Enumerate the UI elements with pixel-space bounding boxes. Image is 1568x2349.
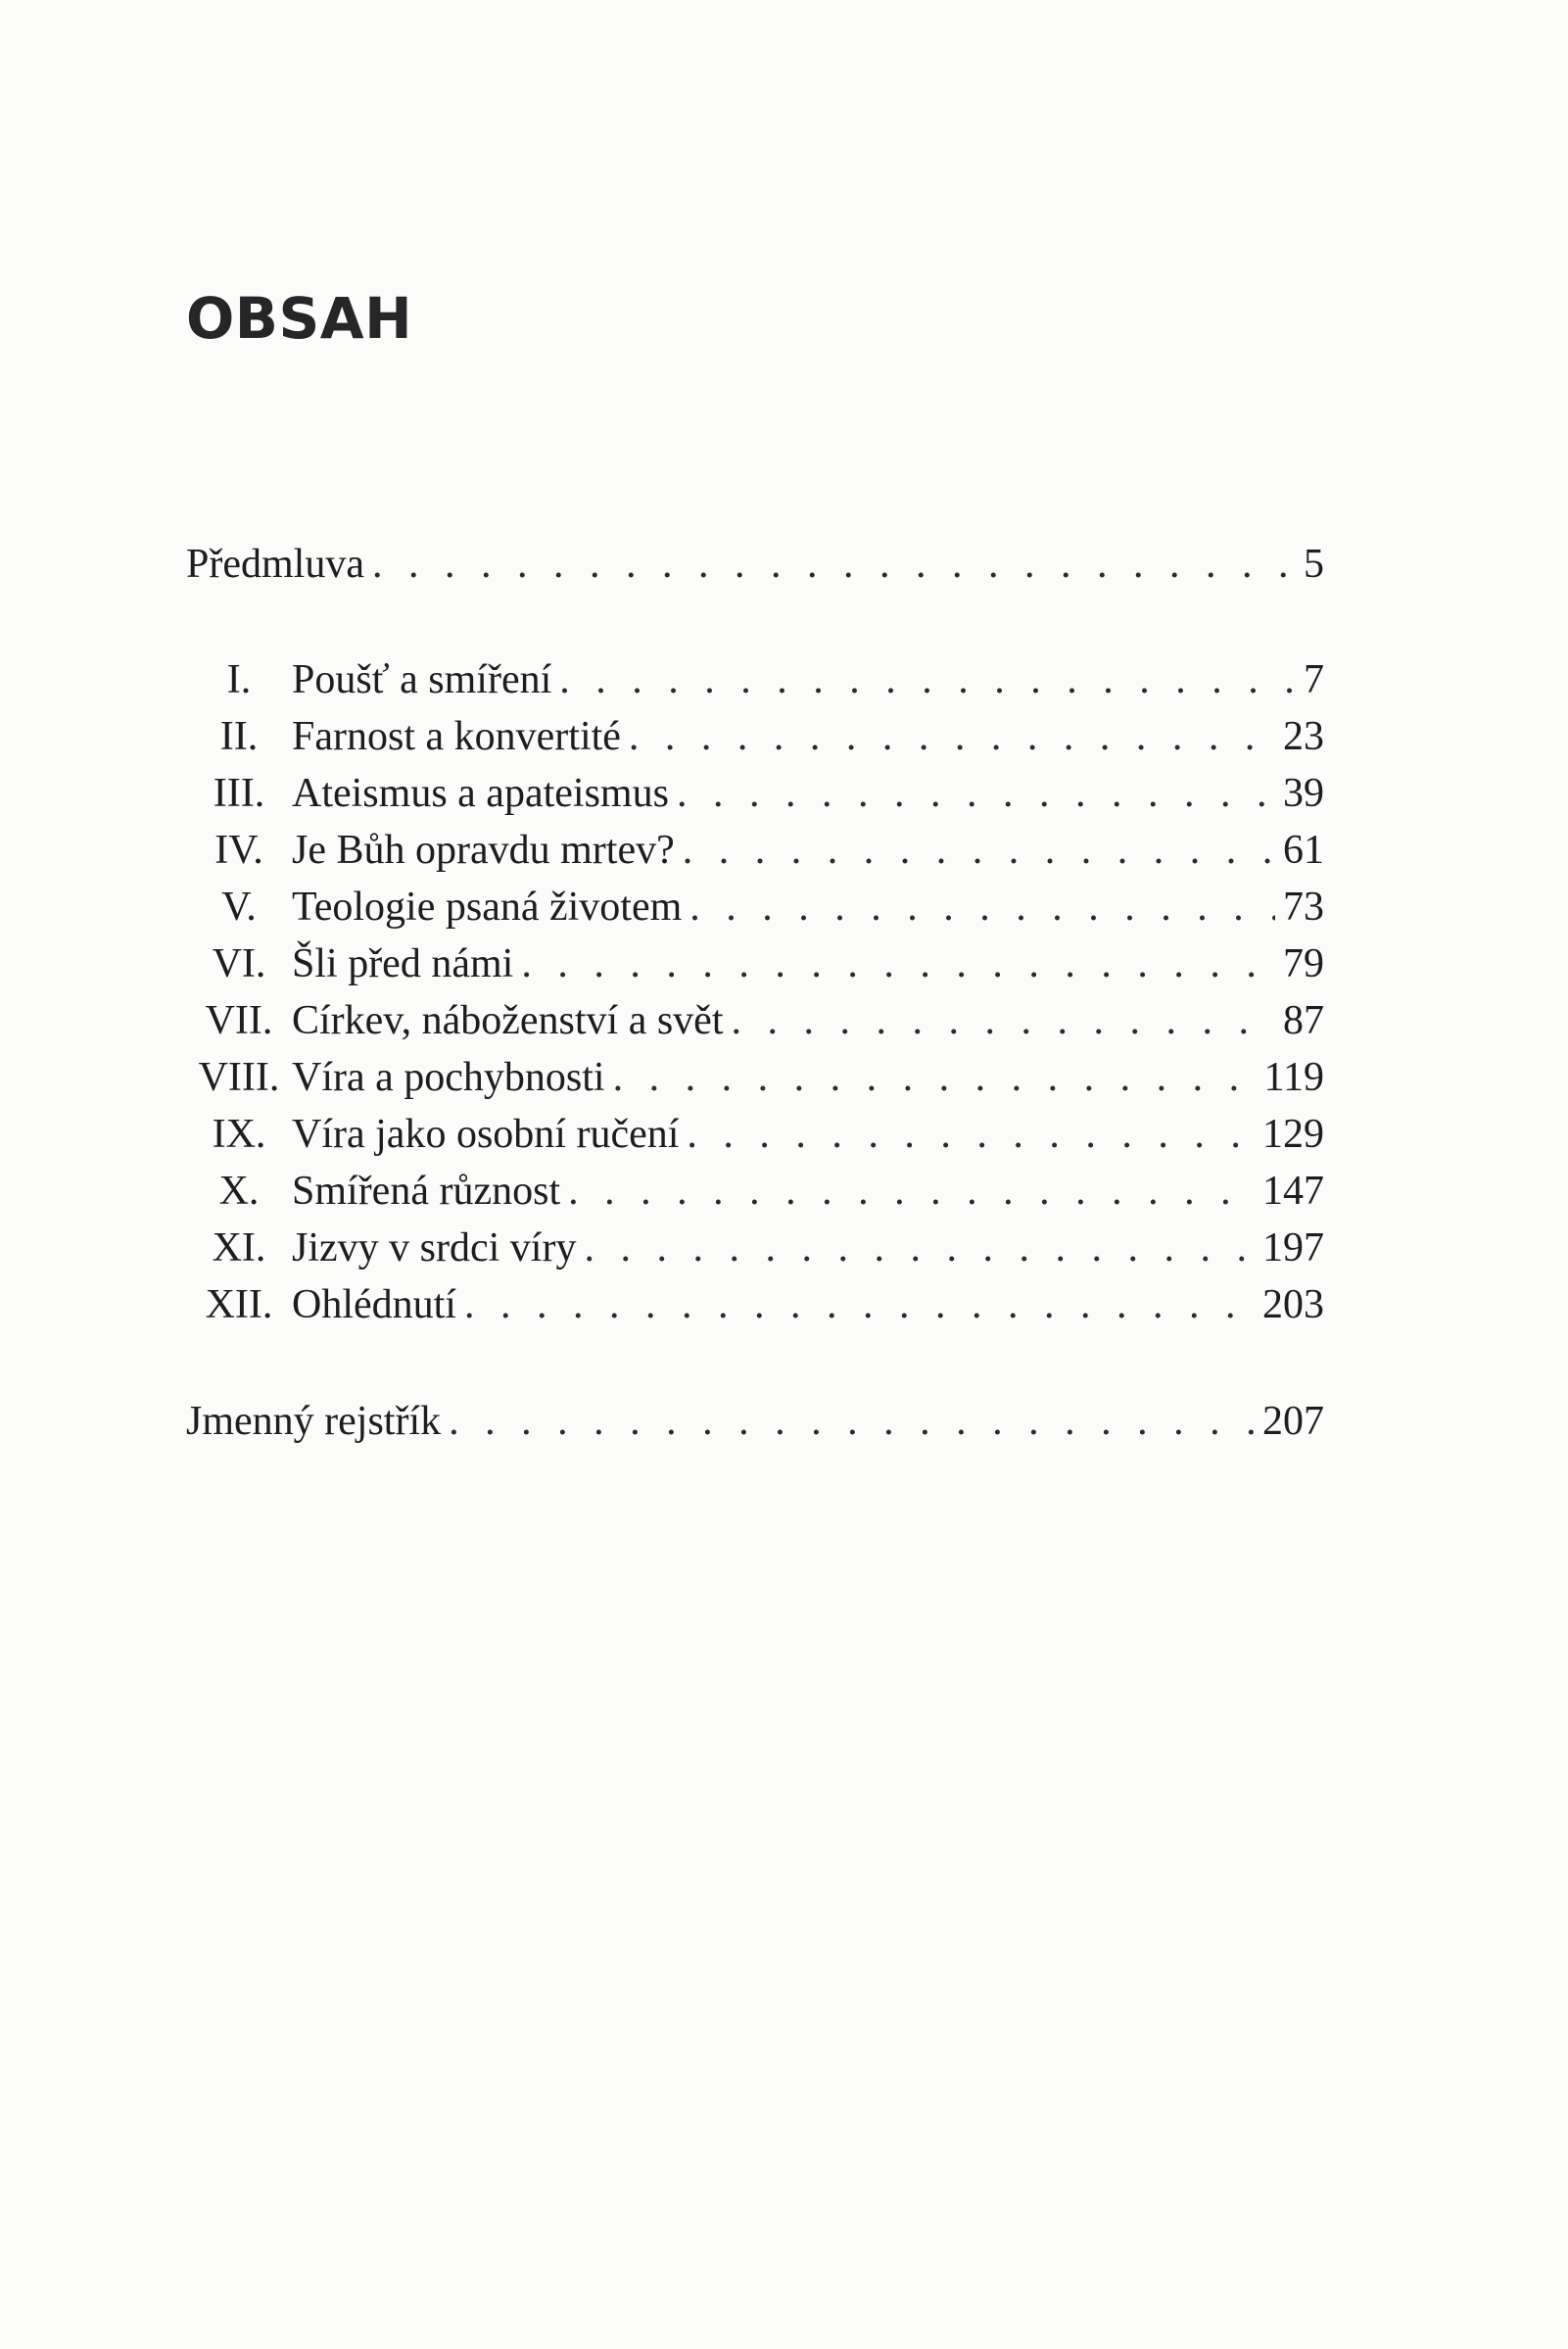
toc-entry-chapter[interactable] (186, 822, 1324, 879)
chapter-number: III. (213, 771, 265, 816)
entry-page-number: 61 (1283, 828, 1324, 873)
toc-entry-chapter[interactable] (186, 1106, 1324, 1163)
toc-entry-chapter[interactable] (186, 992, 1324, 1049)
entry-title: Jmenný rejstřík (186, 1399, 442, 1444)
toc-entry-chapter[interactable] (186, 1049, 1324, 1106)
entry-page-number: 7 (1304, 657, 1324, 702)
dot-leader (559, 651, 1296, 708)
toc-entry-chapter[interactable] (186, 708, 1324, 765)
chapter-number: II. (219, 714, 259, 759)
dot-leader (568, 1163, 1255, 1220)
toc-entry-chapter[interactable] (186, 879, 1324, 935)
toc-entry-chapter[interactable] (186, 935, 1324, 992)
entry-title: Víra a pochybnosti (292, 1055, 605, 1100)
dot-leader (687, 1106, 1255, 1163)
dot-leader (464, 1276, 1255, 1333)
toc-entry-chapter[interactable] (186, 1220, 1324, 1276)
dot-leader (584, 1220, 1255, 1276)
chapter-number: V. (221, 885, 257, 930)
toc-entry-chapter[interactable] (186, 1163, 1324, 1220)
toc-index (186, 1393, 1324, 1450)
entry-title: Farnost a konvertité (292, 714, 621, 759)
entry-page-number: 39 (1283, 771, 1324, 816)
entry-page-number: 203 (1262, 1282, 1324, 1327)
toc-entry-chapter[interactable] (186, 765, 1324, 822)
chapter-number: X. (218, 1169, 260, 1214)
entry-page-number: 207 (1262, 1399, 1324, 1444)
entry-title: Šli před námi (292, 941, 514, 986)
chapter-number: IV. (214, 828, 263, 873)
dot-leader (732, 992, 1276, 1049)
chapter-number: VIII. (198, 1055, 280, 1100)
toc-chapters (186, 651, 1324, 1333)
entry-title: Církev, náboženství a svět (292, 998, 724, 1043)
entry-page-number: 197 (1262, 1225, 1324, 1270)
entry-title: Smířená různost (292, 1169, 561, 1214)
entry-title: Jizvy v srdci víry (292, 1225, 577, 1270)
page-title: OBSAH (186, 285, 413, 352)
dot-leader (613, 1049, 1257, 1106)
chapter-number: IX. (212, 1112, 266, 1157)
toc-entry-chapter[interactable] (186, 1276, 1324, 1333)
entry-title: Je Bůh opravdu mrtev? (292, 828, 675, 873)
entry-title: Víra jako osobní ručení (292, 1112, 680, 1157)
dot-leader (372, 536, 1296, 593)
entry-page-number: 79 (1283, 941, 1324, 986)
dot-leader (629, 708, 1275, 765)
entry-page-number: 23 (1283, 714, 1324, 759)
toc-entry-preface[interactable] (186, 536, 1324, 593)
entry-page-number: 87 (1283, 998, 1324, 1043)
entry-title: Předmluva (186, 542, 364, 587)
dot-leader (449, 1393, 1255, 1450)
entry-page-number: 73 (1283, 885, 1324, 930)
entry-page-number: 129 (1262, 1112, 1324, 1157)
entry-title: Ateismus a apateismus (292, 771, 669, 816)
entry-page-number: 119 (1263, 1055, 1324, 1100)
chapter-number: I. (226, 657, 252, 702)
dot-leader (689, 879, 1275, 935)
dot-leader (677, 765, 1275, 822)
entry-page-number: 5 (1304, 542, 1324, 587)
entry-title: Poušť a smíření (292, 657, 552, 702)
chapter-number: XI. (212, 1225, 266, 1270)
dot-leader (521, 935, 1275, 992)
toc-preface (186, 536, 1324, 593)
entry-title: Ohlédnutí (292, 1282, 456, 1327)
entry-page-number: 147 (1262, 1169, 1324, 1214)
chapter-number: VI. (212, 941, 266, 986)
toc-entry-chapter[interactable] (186, 651, 1324, 708)
toc-entry-index[interactable] (186, 1393, 1324, 1450)
entry-title: Teologie psaná životem (292, 885, 683, 930)
dot-leader (683, 822, 1275, 879)
chapter-number: VII. (205, 998, 273, 1043)
chapter-number: XII. (205, 1282, 273, 1327)
